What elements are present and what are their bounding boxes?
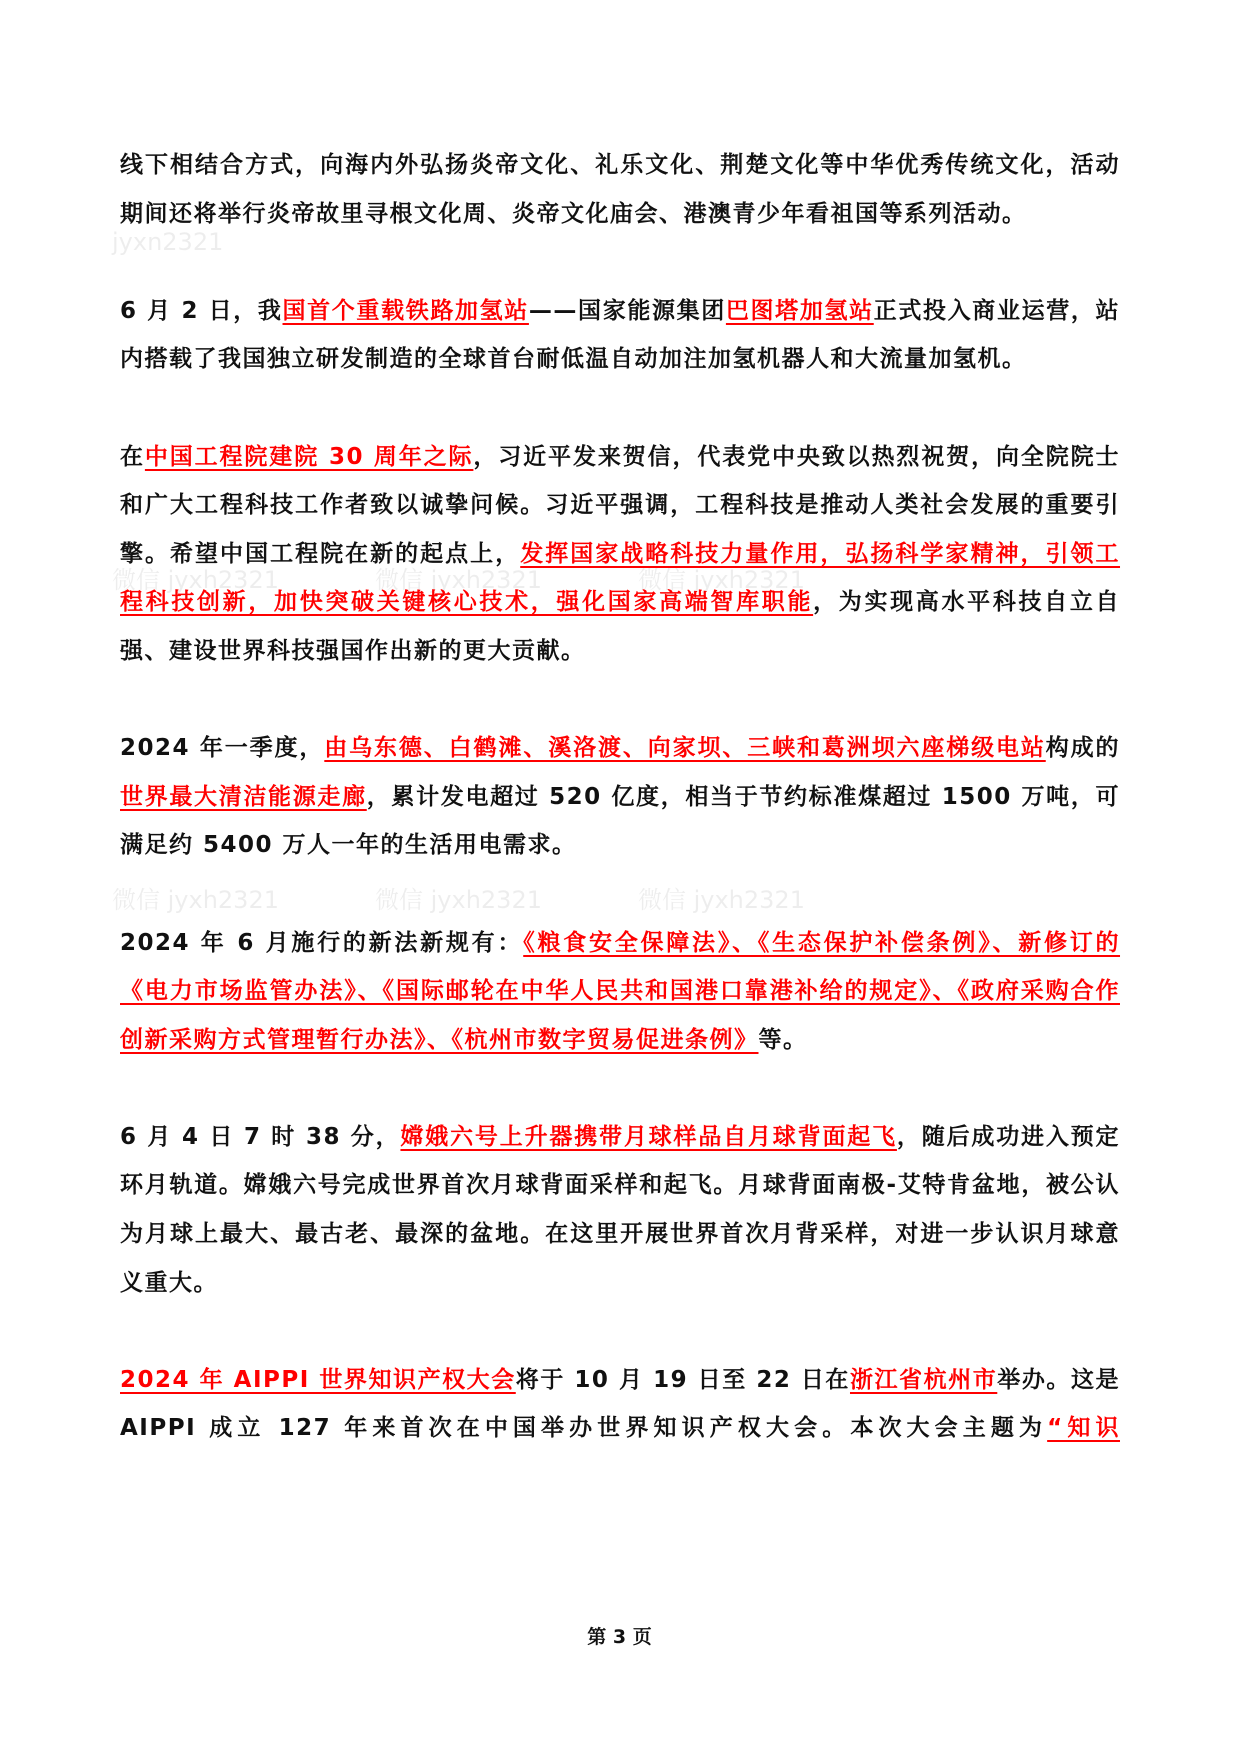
text: 正式投入商业运营，站内搭载了我国独立研发制造的全球首台耐低温自动加注加氢机器人和大流量加氢机。 <box>120 297 1121 373</box>
text: 构成的 <box>1045 735 1121 762</box>
paragraph-aippi <box>120 1356 1120 1453</box>
link-new-laws-list[interactable]: 《粮食安全保障法》、《生态保护补偿条例》、新修订的《电力市场监管办法》、《国际邮轮在中华人民共和国港口靠港补给的规定》、《政府采购合作创新采购方式管理暂行办法》、《杭州市数字贸易促进条例》 <box>120 929 1121 1053</box>
paragraph-clean-energy <box>120 724 1120 870</box>
text: 6 月 2 日，我 <box>120 297 283 324</box>
text: 2024 年 6 月施行的新法新规有： <box>120 929 524 956</box>
text: 举办。这是 AIPPI 成立 127 年来首次在中国举办世界知识产权大会。本次大会主题为 <box>120 1366 1120 1442</box>
link-first-heavy-rail-hydrogen-station[interactable]: 国首个重载铁路加氢站 <box>282 297 529 324</box>
watermark: 微信 jyxh2321 微信 jyxh2321 微信 jyxh2321 <box>112 566 805 594</box>
link-hangzhou[interactable]: 浙江省杭州市 <box>849 1366 998 1393</box>
text: ，累计发电超过 520 亿度，相当于节约标准煤超过 1500 万吨，可满足约 5400 万人一年的生活用电需求。 <box>120 783 1121 859</box>
paragraph-hydrogen-station <box>120 287 1120 384</box>
document-page <box>120 141 1120 1502</box>
link-change6-liftoff[interactable]: 嫦娥六号上升器携带月球样品自月球背面起飞 <box>400 1123 897 1150</box>
text: ，习近平发来贺信，代表党中央致以热烈祝贺，向全院院士和广大工程科技工作者致以诚挚问候。习近平强调，工程科技是推动人类社会发展的重要引擎。希望中国工程院在新的起点上， <box>120 443 1121 567</box>
link-academy-mission[interactable]: 发挥国家战略科技力量作用，弘扬科学家精神，引领工程科技创新，加快突破关键核心技术，强化国家高端智库职能 <box>120 540 1121 616</box>
watermark: jyxn2321 <box>112 228 224 256</box>
watermark: 微信 jyxh2321 微信 jyxh2321 微信 jyxh2321 <box>112 886 805 914</box>
link-congress-theme[interactable]: “知识 <box>1047 1415 1120 1442</box>
paragraph-culture-events <box>120 141 1120 238</box>
text: 2024 年一季度， <box>120 735 325 762</box>
paragraph-new-laws <box>120 919 1120 1065</box>
text: 等。 <box>758 1026 808 1053</box>
text: ，随后成功进入预定环月轨道。嫦娥六号完成世界首次月球背面采样和起飞。月球背面南极-艾特肯盆地，被公认为月球上最大、最古老、最深的盆地。在这里开展世界首次月背采样，对进一步认识月球意义重大。 <box>120 1123 1121 1296</box>
text: 将于 10 月 19 日至 22 日在 <box>515 1366 850 1393</box>
text: 在 <box>120 443 145 470</box>
link-academy-anniversary[interactable]: 中国工程院建院 30 周年之际 <box>144 443 474 470</box>
paragraph-engineering-academy <box>120 433 1120 676</box>
paragraph-change6 <box>120 1113 1120 1307</box>
link-batuta-hydrogen-station[interactable]: 巴图塔加氢站 <box>725 297 874 324</box>
text: 线下相结合方式，向海内外弘扬炎帝文化、礼乐文化、荆楚文化等中华优秀传统文化，活动期间还将举行炎帝故里寻根文化周、炎帝文化庙会、港澳青少年看祖国等系列活动。 <box>120 152 1120 227</box>
link-hydropower-stations[interactable]: 由乌东德、白鹤滩、溪洛渡、向家坝、三峡和葛洲坝六座梯级电站 <box>324 735 1046 762</box>
text: 6 月 4 日 7 时 38 分， <box>120 1123 401 1150</box>
page-number: 第 3 页 <box>587 1626 652 1648</box>
link-clean-energy-corridor[interactable]: 世界最大清洁能源走廊 <box>120 783 367 810</box>
link-aippi-congress[interactable]: 2024 年 AIPPI 世界知识产权大会 <box>120 1366 516 1393</box>
text: ——国家能源集团 <box>528 297 726 324</box>
text: ，为实现高水平科技自立自强、建设世界科技强国作出新的更大贡献。 <box>120 589 1121 664</box>
